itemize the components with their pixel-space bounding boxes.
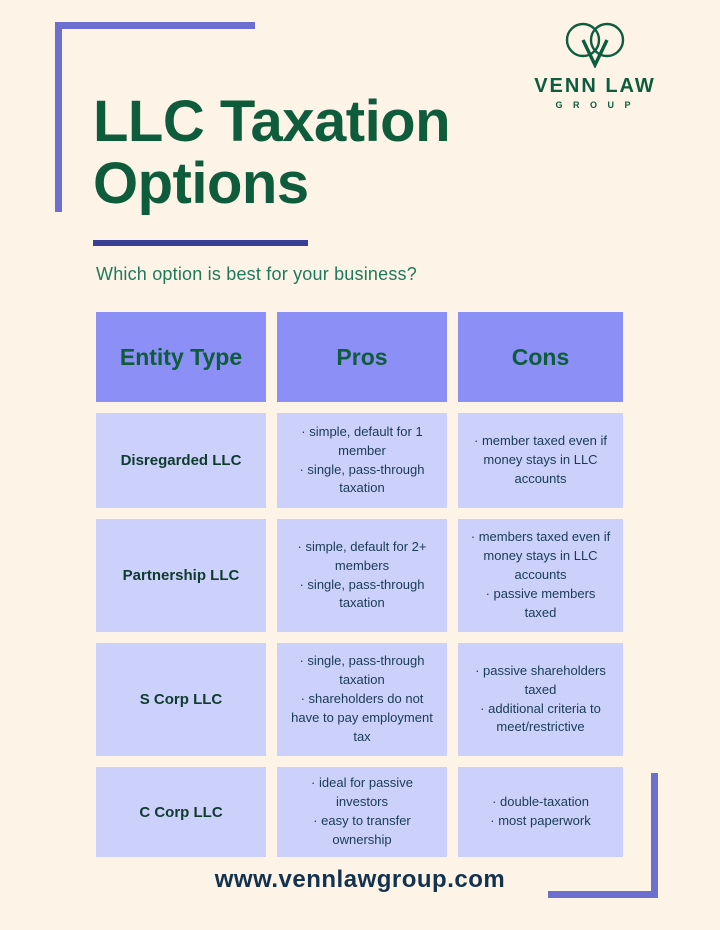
list-item: · member taxed even if money stays in LLC accounts [474,433,607,486]
list-item: · passive members taxed [485,585,596,620]
table-header-entity-type: Entity Type [96,312,266,402]
cons-cell [458,413,623,508]
list-item: · ideal for passive investors [311,775,413,810]
list-item: · passive shareholders taxed [475,662,606,697]
pros-cell [277,643,447,756]
title-underline-rule [93,240,308,246]
list-item: · single, pass-through taxation [299,576,425,611]
entity-type-cell: Disregarded LLC [96,413,266,508]
list-item: · members taxed even if money stays in LLC accounts [470,529,611,583]
entity-type-cell: S Corp LLC [96,643,266,756]
pros-cell [277,767,447,857]
page-title-line1: LLC Taxation [93,88,451,154]
entity-type-cell: C Corp LLC [96,767,266,857]
page-title-line2: Options [93,151,309,217]
table-row [96,767,623,857]
table-header-row [96,312,623,402]
list-item: · simple, default for 2+ members [297,538,427,573]
entity-type-cell: Partnership LLC [96,519,266,632]
table-header-cons: Cons [458,312,623,402]
cons-cell [458,643,623,756]
list-item: · single, pass-through taxation [299,653,425,688]
table-row [96,413,623,508]
list-item: · single, pass-through taxation [299,461,425,496]
brand-subname: G R O U P [555,100,635,110]
list-item: · easy to transfer ownership [313,813,411,847]
list-item: · shareholders do not have to pay employment tax [291,691,433,744]
list-item: · additional criteria to meet/restrictive [480,700,601,735]
comparison-table [96,312,623,857]
cons-cell [458,767,623,857]
list-item: · simple, default for 1 member [301,423,423,458]
website-url[interactable]: www.vennlawgroup.com [214,866,506,893]
page-subtitle: Which option is best for your business? [96,264,417,284]
table-row [96,519,623,632]
brand-name: VENN LAW [534,75,656,97]
pros-cell [277,413,447,508]
pros-cell [277,519,447,632]
table-row [96,643,623,756]
venn-diagram-v-icon [520,22,670,73]
table-header-pros: Pros [277,312,447,402]
page-title [93,88,563,217]
list-item: · most paperwork [490,813,591,828]
list-item: · double-taxation [492,794,589,810]
cons-cell [458,519,623,632]
